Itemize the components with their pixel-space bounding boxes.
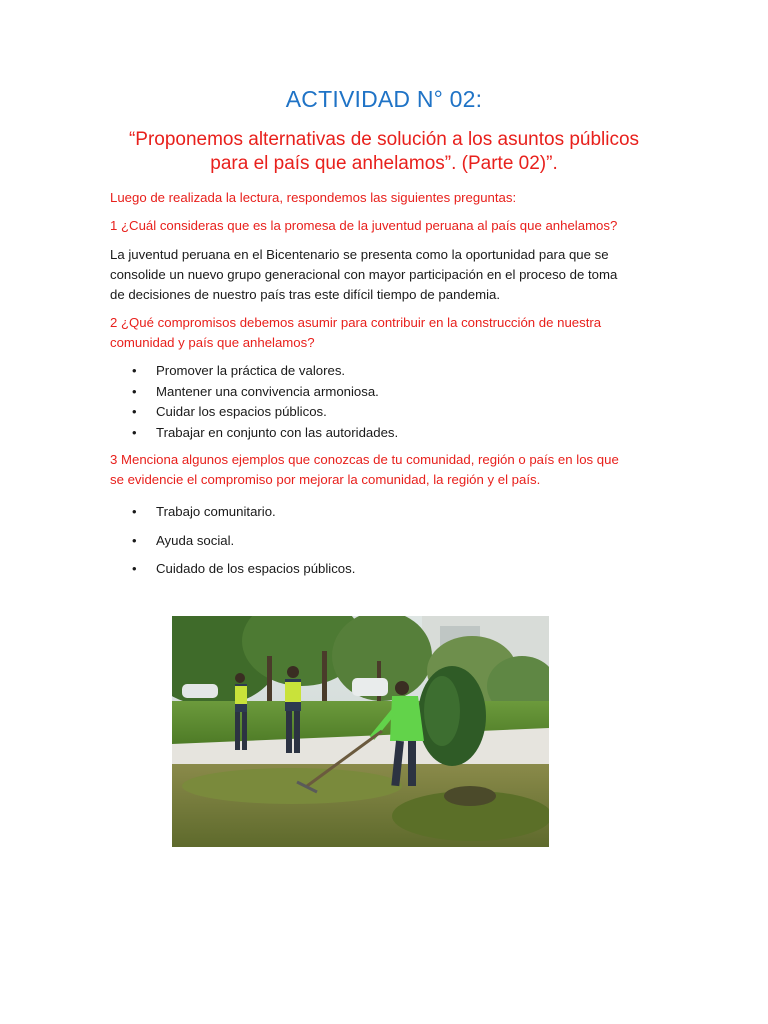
- question-1: 1 ¿Cuál consideras que es la promesa de la juventud peruana al país que anhelamos?: [110, 218, 618, 233]
- answer-3-list: [110, 498, 355, 584]
- intro-instruction: Luego de realizada la lectura, respondemos las siguientes preguntas:: [110, 190, 517, 205]
- park-cleanup-photo: [172, 616, 549, 847]
- question-3-line-2: se evidencie el compromiso por mejorar la comunidad, la región y el país.: [110, 472, 541, 487]
- question-2-line-2: comunidad y país que anhelamos?: [110, 335, 315, 350]
- answer-1-line-1: La juventud peruana en el Bicentenario se presenta como la oportunidad para que se: [110, 247, 609, 262]
- bullet-icon: •: [132, 383, 137, 399]
- question-3: [110, 450, 670, 490]
- answer-1-line-2: consolide un nuevo grupo generacional con mayor participación en el proceso de toma: [110, 267, 618, 282]
- activity-subtitle: [120, 128, 648, 176]
- list-item: • Trabajar en conjunto con las autoridades.: [110, 423, 398, 444]
- bullet-icon: •: [132, 532, 137, 548]
- list-item: • Mantener una convivencia armoniosa.: [110, 382, 398, 403]
- answer-2-list: [110, 361, 398, 443]
- question-2: [110, 313, 670, 353]
- answer-1-line-3: de decisiones de nuestro país tras este difícil tiempo de pandemia.: [110, 287, 500, 302]
- page-title: ACTIVIDAD N° 02:: [285, 86, 483, 112]
- list-item: • Promover la práctica de valores.: [110, 361, 398, 382]
- bullet-icon: •: [132, 404, 137, 419]
- list-item: • Ayuda social.: [110, 527, 355, 556]
- subtitle-line-2: para el país que anhelamos”. (Parte 02)”.: [210, 153, 558, 174]
- answer-1: [110, 245, 670, 305]
- bullet-icon: •: [132, 424, 137, 440]
- question-3-line-1: 3 Menciona algunos ejemplos que conozcas de tu comunidad, región o país en los que: [110, 452, 619, 467]
- question-2-line-1: 2 ¿Qué compromisos debemos asumir para contribuir en la construcción de nuestra: [110, 315, 602, 330]
- bullet-icon: •: [132, 504, 137, 519]
- list-item: • Cuidar los espacios públicos.: [110, 402, 398, 423]
- bullet-icon: •: [132, 363, 137, 378]
- subtitle-line-1: “Proponemos alternativas de solución a los asuntos públicos: [128, 129, 640, 150]
- bullet-icon: •: [132, 561, 137, 576]
- list-item: • Trabajo comunitario.: [110, 498, 355, 527]
- list-item: • Cuidado de los espacios públicos.: [110, 555, 355, 584]
